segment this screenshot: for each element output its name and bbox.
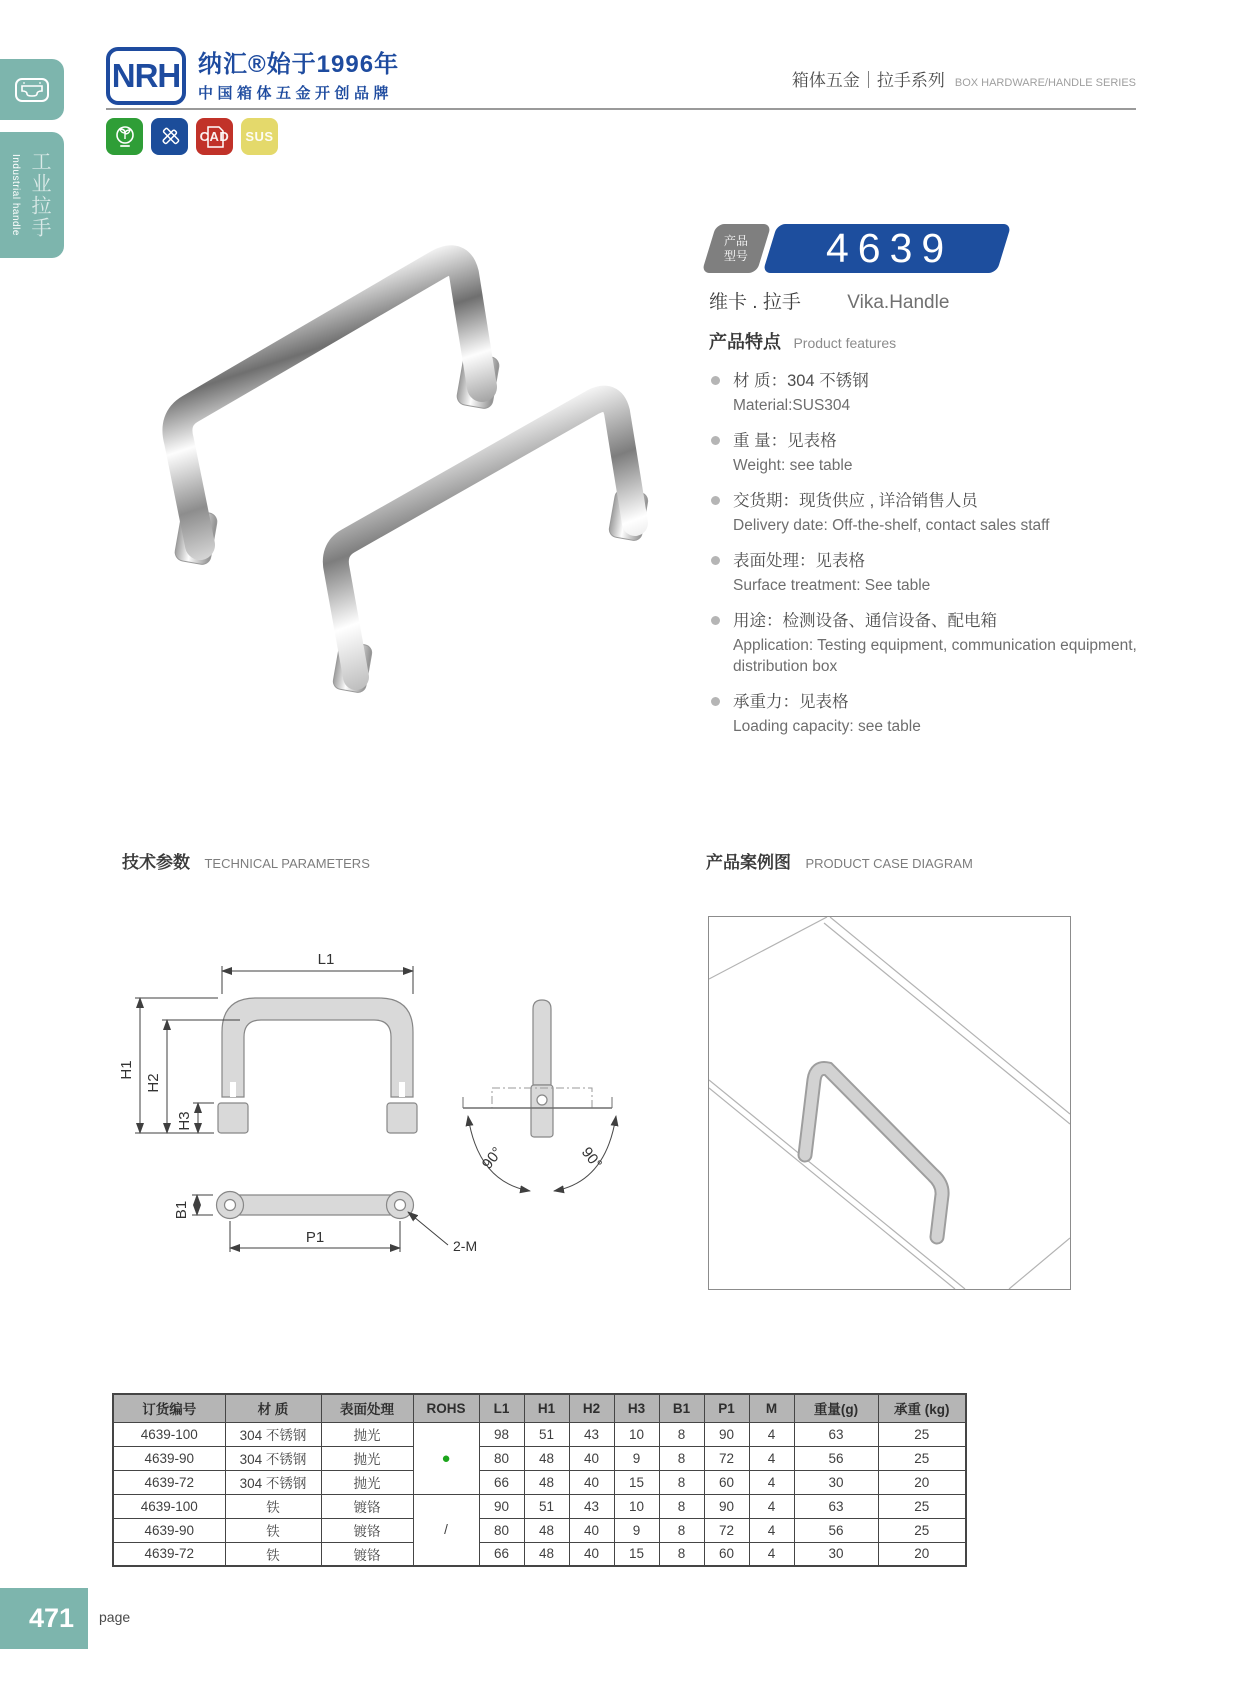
cell-material: 铁: [225, 1494, 321, 1518]
feature-cn: 表面处理：见表格: [733, 552, 865, 571]
bottom-view: [217, 1192, 414, 1219]
sidebar-category-tab: [0, 59, 64, 120]
table-row: [113, 1470, 966, 1494]
cell-surface: 镀铬: [321, 1494, 413, 1518]
model-tag-line1: 产品: [724, 233, 749, 248]
model-tag-label: [702, 224, 772, 273]
feature-cn: 交货期：现货供应 , 详洽销售人员: [733, 492, 978, 511]
cell-weight: 63: [794, 1422, 878, 1446]
cell-h3: 15: [614, 1542, 659, 1566]
col-h2: H2: [569, 1394, 614, 1422]
feature-item-delivery: [709, 490, 1149, 537]
dimension-lines: [135, 966, 413, 1133]
design-tools-icon: [151, 118, 188, 155]
cell-surface: 抛光: [321, 1470, 413, 1494]
tech-title-en: TECHNICAL PARAMETERS: [204, 856, 370, 871]
dim-l1: L1: [317, 951, 335, 968]
cell-l1: 80: [479, 1446, 524, 1470]
dim-h1: H1: [118, 1060, 135, 1080]
cell-weight: 30: [794, 1470, 878, 1494]
cell-load: 25: [878, 1518, 966, 1542]
cell-l1: 66: [479, 1542, 524, 1566]
category-en: Industrial handle: [10, 154, 21, 236]
cell-rohs-na: /: [413, 1494, 479, 1566]
brand-slogan: 纳汇®始于1996年: [198, 51, 400, 78]
cell-p1: 72: [704, 1446, 749, 1470]
cell-h3: 10: [614, 1422, 659, 1446]
cell-h3: 9: [614, 1518, 659, 1542]
col-m: M: [749, 1394, 794, 1422]
dim-h2: H2: [145, 1073, 162, 1093]
cad-icon: [196, 118, 233, 155]
col-order-no: 订货编号: [113, 1394, 225, 1422]
bullet-icon: [711, 697, 720, 706]
cell-m: 4: [749, 1446, 794, 1470]
feature-item-loading: [709, 691, 1149, 738]
header-divider: [106, 108, 1136, 110]
cad-label: CAD: [199, 129, 230, 144]
page-number-badge: [0, 1588, 88, 1649]
col-l1: L1: [479, 1394, 524, 1422]
feature-cn: 重 量：见表格: [733, 432, 837, 451]
sidebar-category-label: [0, 132, 64, 258]
cell-weight: 30: [794, 1542, 878, 1566]
col-load: 承重 (kg): [878, 1394, 966, 1422]
cert-icons-row: [106, 118, 278, 155]
feature-cn: 用途：检测设备、通信设备、配电箱: [733, 612, 997, 631]
cell-p1: 72: [704, 1518, 749, 1542]
col-rohs: ROHS: [413, 1394, 479, 1422]
cell-surface: 镀铬: [321, 1542, 413, 1566]
cell-h2: 40: [569, 1518, 614, 1542]
table-row: [113, 1422, 966, 1446]
product-name: [709, 287, 949, 314]
feature-en: Weight: see table: [733, 457, 853, 475]
bullet-icon: [711, 556, 720, 565]
case-handle: [805, 1068, 942, 1237]
col-h1: H1: [524, 1394, 569, 1422]
cell-h1: 51: [524, 1494, 569, 1518]
cell-load: 20: [878, 1470, 966, 1494]
nrh-logo-text: NRH: [111, 57, 181, 94]
feature-en: Surface treatment: See table: [733, 577, 931, 595]
model-tag-line2: 型号: [724, 248, 749, 263]
case-diagram: [709, 917, 1070, 1289]
cell-h1: 48: [524, 1518, 569, 1542]
brand-subtitle: 中国箱体五金开创品牌: [198, 85, 394, 102]
cell-order-no: 4639-100: [113, 1422, 225, 1446]
cell-h2: 43: [569, 1422, 614, 1446]
cell-order-no: 4639-72: [113, 1542, 225, 1566]
cell-l1: 66: [479, 1470, 524, 1494]
rohs-pass-dot: ●: [441, 1449, 451, 1467]
feature-en: Application: Testing equipment, communication equipment, distribution box: [733, 637, 1137, 676]
col-material: 材 质: [225, 1394, 321, 1422]
cell-h1: 48: [524, 1542, 569, 1566]
case-panel-lines: [709, 917, 1070, 1289]
feature-en: Material:SUS304: [733, 397, 851, 415]
cell-h1: 48: [524, 1446, 569, 1470]
sus-icon: [241, 118, 278, 155]
cell-h1: 51: [524, 1422, 569, 1446]
cell-weight: 56: [794, 1518, 878, 1542]
cell-order-no: 4639-72: [113, 1470, 225, 1494]
feature-item-application: [709, 610, 1149, 678]
cell-weight: 56: [794, 1446, 878, 1470]
cell-material: 304 不锈钢: [225, 1422, 321, 1446]
dim-p1: P1: [305, 1229, 325, 1246]
col-b1: B1: [659, 1394, 704, 1422]
model-number: 4639: [826, 225, 954, 271]
cell-m: 4: [749, 1518, 794, 1542]
product-photo: [90, 215, 650, 735]
sus-label: SUS: [245, 129, 274, 144]
feature-item-surface: [709, 550, 1149, 597]
cell-order-no: 4639-90: [113, 1518, 225, 1542]
bullet-icon: [711, 376, 720, 385]
col-p1: P1: [704, 1394, 749, 1422]
features-title: [709, 328, 1149, 354]
feature-item-weight: [709, 430, 1149, 477]
cell-load: 25: [878, 1446, 966, 1470]
cell-l1: 98: [479, 1422, 524, 1446]
dim-2m: 2-M: [453, 1238, 478, 1254]
cell-surface: 镀铬: [321, 1518, 413, 1542]
cell-m: 4: [749, 1422, 794, 1446]
feature-item-material: [709, 370, 1149, 417]
spec-table: [112, 1393, 967, 1567]
case-title-en: PRODUCT CASE DIAGRAM: [805, 856, 973, 871]
cell-h1: 48: [524, 1470, 569, 1494]
cell-rohs-pass: [413, 1422, 479, 1494]
features-list: [709, 370, 1149, 738]
cell-b1: 8: [659, 1470, 704, 1494]
feature-cn: 材 质：304 不锈钢: [733, 372, 869, 390]
features-title-cn: 产品特点: [709, 332, 781, 352]
cell-h2: 40: [569, 1542, 614, 1566]
handle-clasp-icon: [14, 76, 50, 104]
table-row: [113, 1542, 966, 1566]
col-weight: 重量(g): [794, 1394, 878, 1422]
series-title: [792, 66, 1136, 91]
technical-parameters-title: [122, 848, 370, 873]
cell-b1: 8: [659, 1494, 704, 1518]
table-row: [113, 1446, 966, 1470]
bullet-icon: [711, 496, 720, 505]
nrh-logo: [106, 47, 186, 105]
cell-h3: 10: [614, 1494, 659, 1518]
col-surface: 表面处理: [321, 1394, 413, 1422]
cell-material: 铁: [225, 1518, 321, 1542]
tech-title-cn: 技术参数: [122, 853, 190, 872]
cell-b1: 8: [659, 1446, 704, 1470]
product-case-title: [706, 848, 973, 873]
cell-order-no: 4639-90: [113, 1446, 225, 1470]
feature-en: Delivery date: Off-the-shelf, contact sales staff: [733, 517, 1050, 535]
cell-h2: 40: [569, 1446, 614, 1470]
cell-h2: 40: [569, 1470, 614, 1494]
model-number-tag: [763, 224, 1012, 273]
cell-material: 304 不锈钢: [225, 1446, 321, 1470]
spec-header-row: [113, 1394, 966, 1422]
table-row: [113, 1494, 966, 1518]
handle-small: [332, 399, 649, 694]
cell-p1: 60: [704, 1542, 749, 1566]
page-number: 471: [28, 1603, 74, 1633]
bullet-icon: [711, 436, 720, 445]
brand-block: [198, 44, 399, 103]
cell-m: 4: [749, 1470, 794, 1494]
cell-h3: 9: [614, 1446, 659, 1470]
dim-h3: H3: [176, 1111, 193, 1131]
series-title-cn: 箱体五金｜拉手系列: [791, 71, 945, 90]
cell-b1: 8: [659, 1422, 704, 1446]
cell-load: 25: [878, 1422, 966, 1446]
technical-drawing: [100, 885, 660, 1280]
series-title-en: BOX HARDWARE/HANDLE SERIES: [954, 77, 1136, 89]
cell-material: 304 不锈钢: [225, 1470, 321, 1494]
col-h3: H3: [614, 1394, 659, 1422]
product-name-en: Vika.Handle: [847, 292, 950, 313]
dim-angle-right: 90°: [577, 1144, 606, 1173]
cell-b1: 8: [659, 1518, 704, 1542]
feature-cn: 承重力：见表格: [733, 693, 849, 711]
cell-l1: 90: [479, 1494, 524, 1518]
cell-b1: 8: [659, 1542, 704, 1566]
bullet-icon: [711, 616, 720, 625]
features-title-en: Product features: [793, 335, 897, 351]
case-diagram-frame: [708, 916, 1071, 1290]
cell-load: 20: [878, 1542, 966, 1566]
cell-p1: 90: [704, 1422, 749, 1446]
cell-h3: 15: [614, 1470, 659, 1494]
cell-surface: 抛光: [321, 1422, 413, 1446]
cell-m: 4: [749, 1494, 794, 1518]
feature-en: Loading capacity: see table: [733, 718, 921, 736]
product-name-cn: 维卡 . 拉手: [709, 292, 801, 313]
eco-icon: [106, 118, 143, 155]
table-row: [113, 1518, 966, 1542]
cell-l1: 80: [479, 1518, 524, 1542]
cell-order-no: 4639-100: [113, 1494, 225, 1518]
cell-load: 25: [878, 1494, 966, 1518]
dim-angle-left: 90°: [478, 1144, 507, 1173]
cell-p1: 90: [704, 1494, 749, 1518]
cell-surface: 抛光: [321, 1446, 413, 1470]
handle-large: [174, 260, 500, 566]
cell-material: 铁: [225, 1542, 321, 1566]
front-view: [218, 998, 417, 1133]
dim-b1: B1: [173, 1200, 190, 1220]
cell-m: 4: [749, 1542, 794, 1566]
cell-p1: 60: [704, 1470, 749, 1494]
features-section: [709, 328, 1149, 751]
category-cn: 工业拉手: [28, 151, 50, 239]
cell-h2: 43: [569, 1494, 614, 1518]
case-title-cn: 产品案例图: [706, 853, 791, 872]
page-label: page: [99, 1609, 131, 1625]
cell-weight: 63: [794, 1494, 878, 1518]
